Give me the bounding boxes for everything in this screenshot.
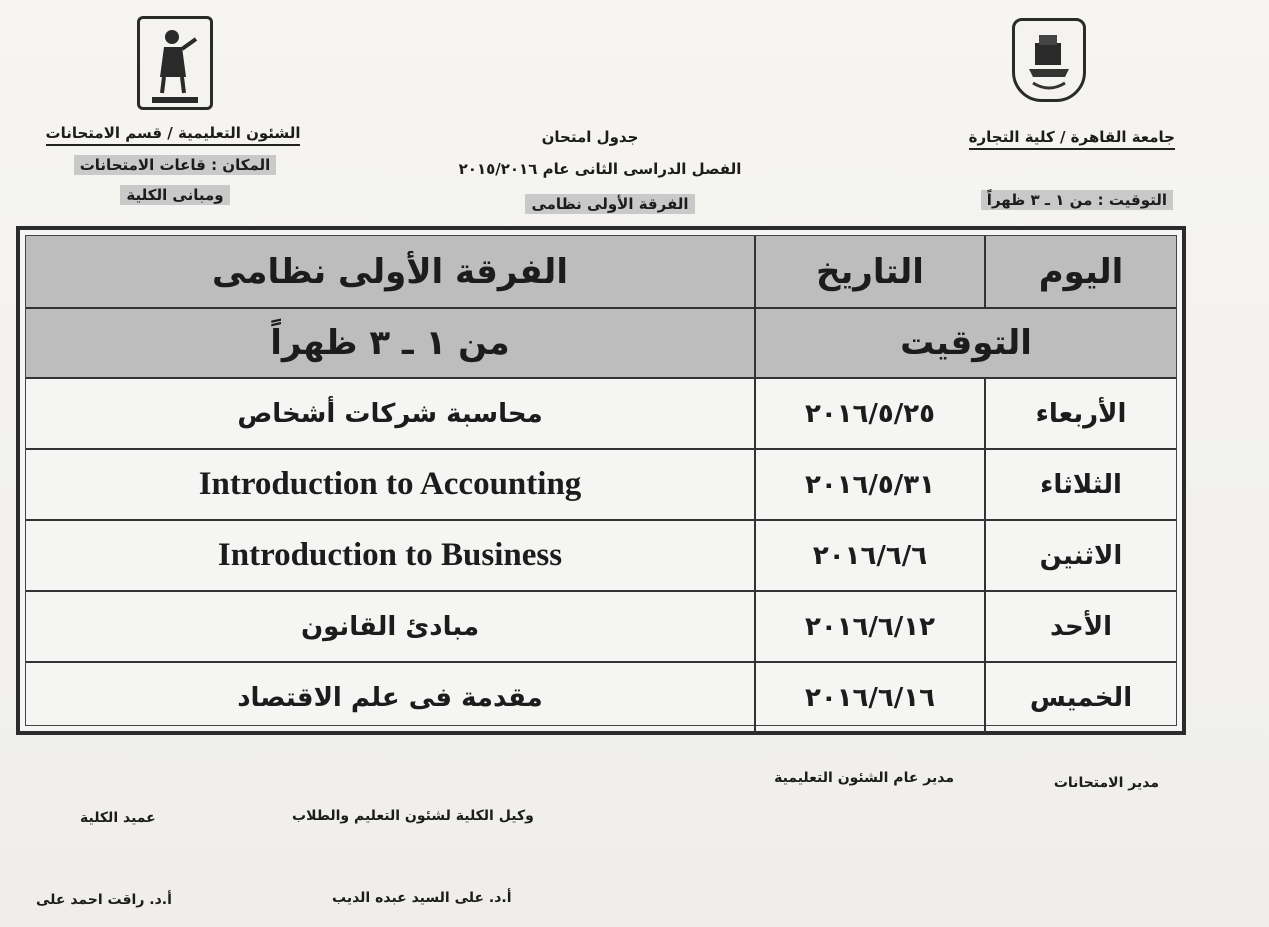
document-title: جدول امتحان (541, 128, 639, 146)
group-line: الفرقة الأولى نظامى (525, 194, 694, 214)
row-4-date: ٢٠١٦/٦/١٢ (756, 592, 986, 663)
sig-exams-director: مدير الامتحانات (1053, 775, 1159, 791)
university-emblem-icon (1015, 21, 1083, 99)
exam-schedule-table (16, 226, 1186, 735)
department-name: الشئون التعليمية / قسم الامتحانات (46, 124, 301, 146)
row-5-date: ٢٠١٦/٦/١٦ (756, 663, 986, 733)
figure-emblem-icon (140, 19, 210, 107)
header-day-cell: اليوم (986, 236, 1176, 309)
place-line-1: المكان : قاعات الامتحانات (74, 155, 277, 175)
row-3-date: ٢٠١٦/٦/٦ (756, 521, 986, 592)
sig-dean-name: أ.د. راقت احمد على (36, 892, 172, 908)
sig-dean: عميد الكلية (80, 810, 156, 826)
row-3-subject: Introduction to Business (26, 521, 756, 592)
row-1-day: الأربعاء (986, 379, 1176, 450)
row-3-day: الاثنين (986, 521, 1176, 592)
row-4-subject: مبادئ القانون (26, 592, 756, 663)
sig-general-director: مدير عام الشئون التعليمية (774, 770, 954, 786)
row-5-day: الخميس (1029, 683, 1133, 713)
row-4-day: الأحد (986, 592, 1176, 663)
row-2-day: الثلاثاء (986, 450, 1176, 521)
sig-vice-dean: وكيل الكلية لشئون التعليم والطلاب (292, 808, 534, 824)
place-line-2: ومبانى الكلية (120, 185, 229, 205)
header-group-cell: الفرقة الأولى نظامى (26, 236, 756, 309)
cairo-university-logo (1012, 18, 1086, 102)
sig-vice-dean-name: أ.د. على السيد عبده الديب (332, 890, 512, 906)
university-name: جامعة القاهرة / كلية التجارة (969, 128, 1175, 150)
semester-line: الفصل الدراسى الثانى عام ٢٠١٥/٢٠١٦ (458, 160, 742, 178)
time-value-cell: من ١ ـ ٣ ظهراً (26, 309, 756, 379)
time-label: التوقيت : من ١ ـ ٣ ظهراً (981, 190, 1173, 210)
row-2-subject: Introduction to Accounting (26, 450, 756, 521)
row-1-date: ٢٠١٦/٥/٢٥ (756, 379, 986, 450)
row-5-subject: مقدمة فى علم الاقتصاد (26, 663, 756, 733)
time-label-cell: التوقيت (756, 309, 1176, 379)
row-2-date: ٢٠١٦/٥/٣١ (756, 450, 986, 521)
header-date-cell: التاريخ (756, 236, 986, 309)
row-1-subject: محاسبة شركات أشخاص (26, 379, 756, 450)
faculty-commerce-logo (137, 16, 213, 110)
